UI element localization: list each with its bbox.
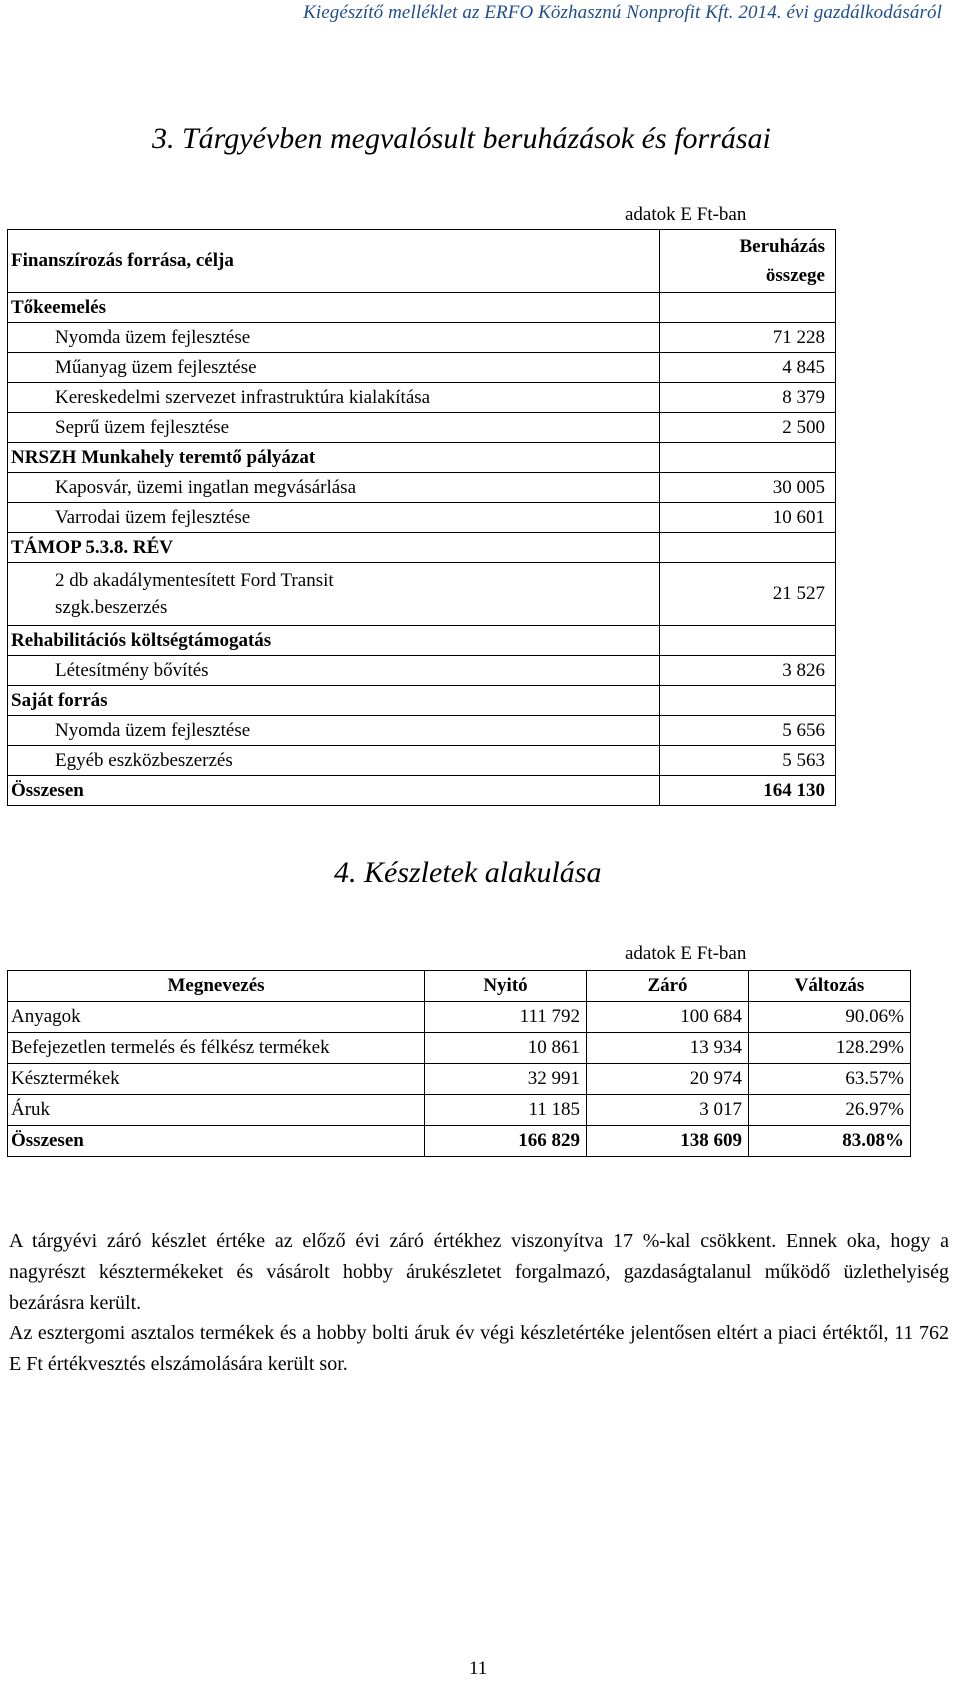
table-row	[8, 353, 836, 383]
table-row	[8, 1002, 911, 1033]
table-row	[8, 383, 836, 413]
item-label-line1: 2 db akadálymentesített Ford Transit	[55, 570, 334, 591]
item-label: Kereskedelmi szervezet infrastruktúra kialakítása	[8, 383, 660, 413]
name-cell: Összesen	[8, 1126, 425, 1157]
page-header: Kiegészítő melléklet az ERFO Közhasznú Nonprofit Kft. 2014. évi gazdálkodásáról	[303, 2, 942, 23]
closing-cell: 100 684	[587, 1002, 749, 1033]
item-label: Nyomda üzem fejlesztése	[8, 323, 660, 353]
group-label: Tőkeemelés	[8, 293, 660, 323]
item-label	[8, 563, 660, 626]
table-row	[8, 563, 836, 626]
table-row	[8, 746, 836, 776]
item-label: Nyomda üzem fejlesztése	[8, 716, 660, 746]
name-cell: Áruk	[8, 1095, 425, 1126]
inventory-table	[7, 970, 911, 1157]
table-row	[8, 686, 836, 716]
item-label: Kaposvár, üzemi ingatlan megvásárlása	[8, 473, 660, 503]
table-row	[8, 1095, 911, 1126]
column-header-amount	[660, 230, 836, 293]
section-3-unit: adatok E Ft-ban	[625, 204, 747, 225]
column-header-amount-line1: Beruházás	[739, 236, 825, 257]
amount-cell: 21 527	[660, 563, 836, 626]
amount-cell: 5 563	[660, 746, 836, 776]
opening-cell: 11 185	[425, 1095, 587, 1126]
amount-cell: 5 656	[660, 716, 836, 746]
column-header-change: Változás	[749, 971, 911, 1002]
amount-cell	[660, 443, 836, 473]
amount-cell: 3 826	[660, 656, 836, 686]
closing-cell: 3 017	[587, 1095, 749, 1126]
opening-cell: 166 829	[425, 1126, 587, 1157]
group-label: Rehabilitációs költségtámogatás	[8, 626, 660, 656]
table-row	[8, 626, 836, 656]
name-cell: Befejezetlen termelés és félkész termékek	[8, 1033, 425, 1064]
total-label: Összesen	[8, 776, 660, 806]
opening-cell: 32 991	[425, 1064, 587, 1095]
change-cell: 83.08%	[749, 1126, 911, 1157]
table-row	[8, 473, 836, 503]
amount-cell: 10 601	[660, 503, 836, 533]
section-3-title: 3. Tárgyévben megvalósult beruházások és forrásai	[152, 122, 771, 155]
table-row	[8, 293, 836, 323]
table-row	[8, 1033, 911, 1064]
table-row	[8, 1064, 911, 1095]
amount-cell: 71 228	[660, 323, 836, 353]
column-header-closing: Záró	[587, 971, 749, 1002]
change-cell: 26.97%	[749, 1095, 911, 1126]
amount-cell	[660, 533, 836, 563]
item-label: Műanyag üzem fejlesztése	[8, 353, 660, 383]
table-row	[8, 503, 836, 533]
section-4-title: 4. Készletek alakulása	[334, 856, 602, 889]
change-cell: 128.29%	[749, 1033, 911, 1064]
table-row	[8, 716, 836, 746]
amount-cell: 30 005	[660, 473, 836, 503]
name-cell: Késztermékek	[8, 1064, 425, 1095]
paragraph-inventory-decrease: A tárgyévi záró készlet értéke az előző évi záró értékhez viszonyítva 17 %-kal csökkent. Ennek oka, hogy a nagyrészt késztermékeket és vásárolt hobby árukészletet forgalmazó, gazdaságtalanul működő üzlethelyiség bezárásra került.	[9, 1230, 949, 1314]
paragraph-impairment: Az esztergomi asztalos termékek és a hobby bolti áruk év végi készletértéke jelentősen eltért a piaci értéktől, 11 762 E Ft értékvesztés elszámolására került sor.	[9, 1322, 949, 1375]
table-header-row	[8, 971, 911, 1002]
total-amount: 164 130	[660, 776, 836, 806]
opening-cell: 10 861	[425, 1033, 587, 1064]
amount-cell	[660, 686, 836, 716]
group-label: NRSZH Munkahely teremtő pályázat	[8, 443, 660, 473]
amount-cell: 8 379	[660, 383, 836, 413]
investments-table	[7, 229, 836, 806]
table-row	[8, 323, 836, 353]
table-header-row	[8, 230, 836, 293]
amount-cell	[660, 293, 836, 323]
item-label: Egyéb eszközbeszerzés	[8, 746, 660, 776]
column-header-label: Finanszírozás forrása, célja	[8, 230, 660, 293]
closing-cell: 13 934	[587, 1033, 749, 1064]
closing-cell: 20 974	[587, 1064, 749, 1095]
amount-cell: 4 845	[660, 353, 836, 383]
amount-cell: 2 500	[660, 413, 836, 443]
amount-cell	[660, 626, 836, 656]
item-label: Seprű üzem fejlesztése	[8, 413, 660, 443]
table-row	[8, 413, 836, 443]
column-header-name: Megnevezés	[8, 971, 425, 1002]
item-label: Varrodai üzem fejlesztése	[8, 503, 660, 533]
name-cell: Anyagok	[8, 1002, 425, 1033]
opening-cell: 111 792	[425, 1002, 587, 1033]
closing-cell: 138 609	[587, 1126, 749, 1157]
group-label: TÁMOP 5.3.8. RÉV	[8, 533, 660, 563]
total-row	[8, 1126, 911, 1157]
group-label: Saját forrás	[8, 686, 660, 716]
table-row	[8, 656, 836, 686]
item-label-line2: szgk.beszerzés	[55, 597, 168, 618]
total-row	[8, 776, 836, 806]
item-label: Létesítmény bővítés	[8, 656, 660, 686]
change-cell: 90.06%	[749, 1002, 911, 1033]
column-header-amount-line2: összege	[765, 265, 825, 286]
page-number: 11	[469, 1658, 488, 1679]
column-header-opening: Nyitó	[425, 971, 587, 1002]
change-cell: 63.57%	[749, 1064, 911, 1095]
table-row	[8, 533, 836, 563]
section-4-unit: adatok E Ft-ban	[625, 943, 747, 964]
table-row	[8, 443, 836, 473]
